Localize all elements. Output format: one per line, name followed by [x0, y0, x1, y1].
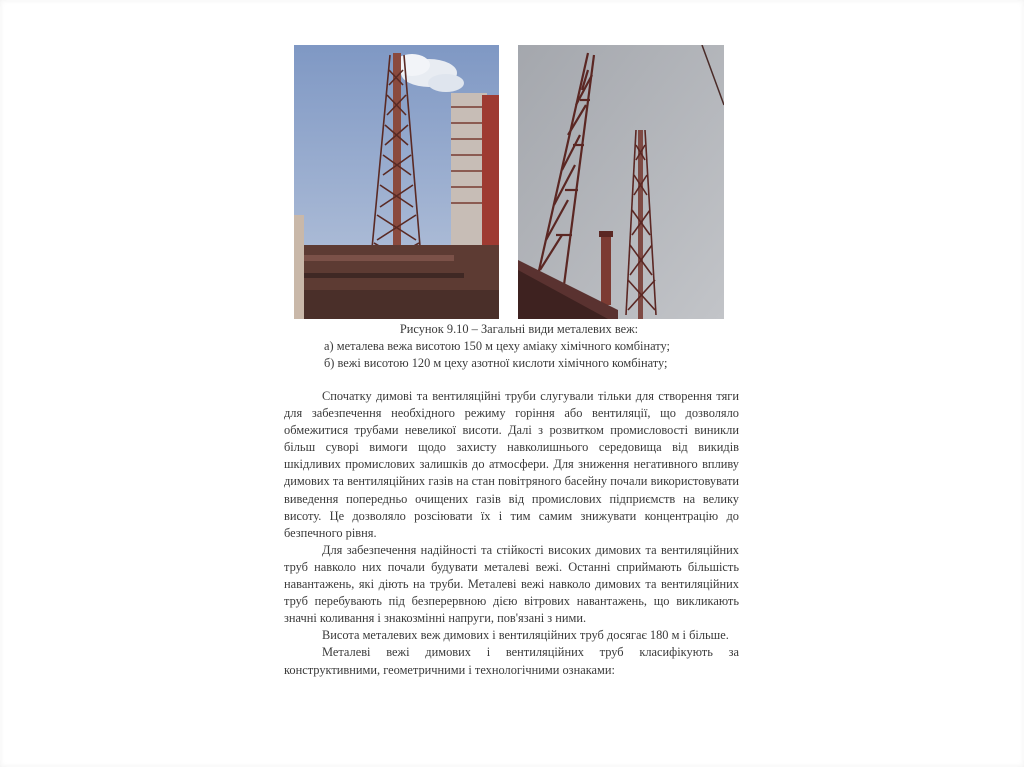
paragraph-2: Для забезпечення надійності та стійкості високих димових та вентиляційних труб навколо них почали будувати металеві вежі. Останні сприймають більшість навантажень, які діють на труби. Металеві вежі навколо димових та вентиляційних труб перебувають під безперервною дією вітрових навантажень, що викликають значні коливання і знакозмінні напруги, пов'язані з ними.	[284, 542, 739, 626]
paragraph-1: Спочатку димові та вентиляційні труби слугували тільки для створення тяги для забезпечення необхідного режиму горіння або вентиляції, що дозволяло обмежитися трубами невеликої висоти. Далі з розвитком промисловості виникли більш суворі вимоги щодо захисту навколишнього середовища від викидів шкідливих промислових залишків до атмосфери. Для зниження негативного впливу димових та вентиляційних газів на стан повітряного басейну почали використовувати виведення попередньо очищених газів від промислових підприємств на велику висоту. Це дозволяло розсіювати їх і тим самим знижувати концентрацію до безпечного рівня.	[284, 389, 739, 540]
paragraph-4: Металеві вежі димових і вентиляційних труб класифікують за конструктивними, геометричними і технологічними ознаками:	[284, 645, 739, 677]
towers-120m-photo	[518, 45, 724, 319]
towers-120m-image	[518, 45, 724, 319]
body-text	[284, 388, 739, 679]
paragraph-3: Висота металевих веж димових і вентиляційних труб досягає 180 м і більше.	[322, 628, 729, 643]
figure-caption-title: Рисунок 9.10 – Загальні види металевих веж:	[399, 322, 639, 336]
tower-150m-photo	[294, 45, 499, 319]
figure-caption-b: б) вежі висотою 120 м цеху азотної кислоти хімічного комбінату;	[324, 356, 668, 370]
tower-150m-image	[294, 45, 499, 319]
figure-caption-a: а) металева вежа висотою 150 м цеху аміаку хімічного комбінату;	[324, 339, 670, 353]
